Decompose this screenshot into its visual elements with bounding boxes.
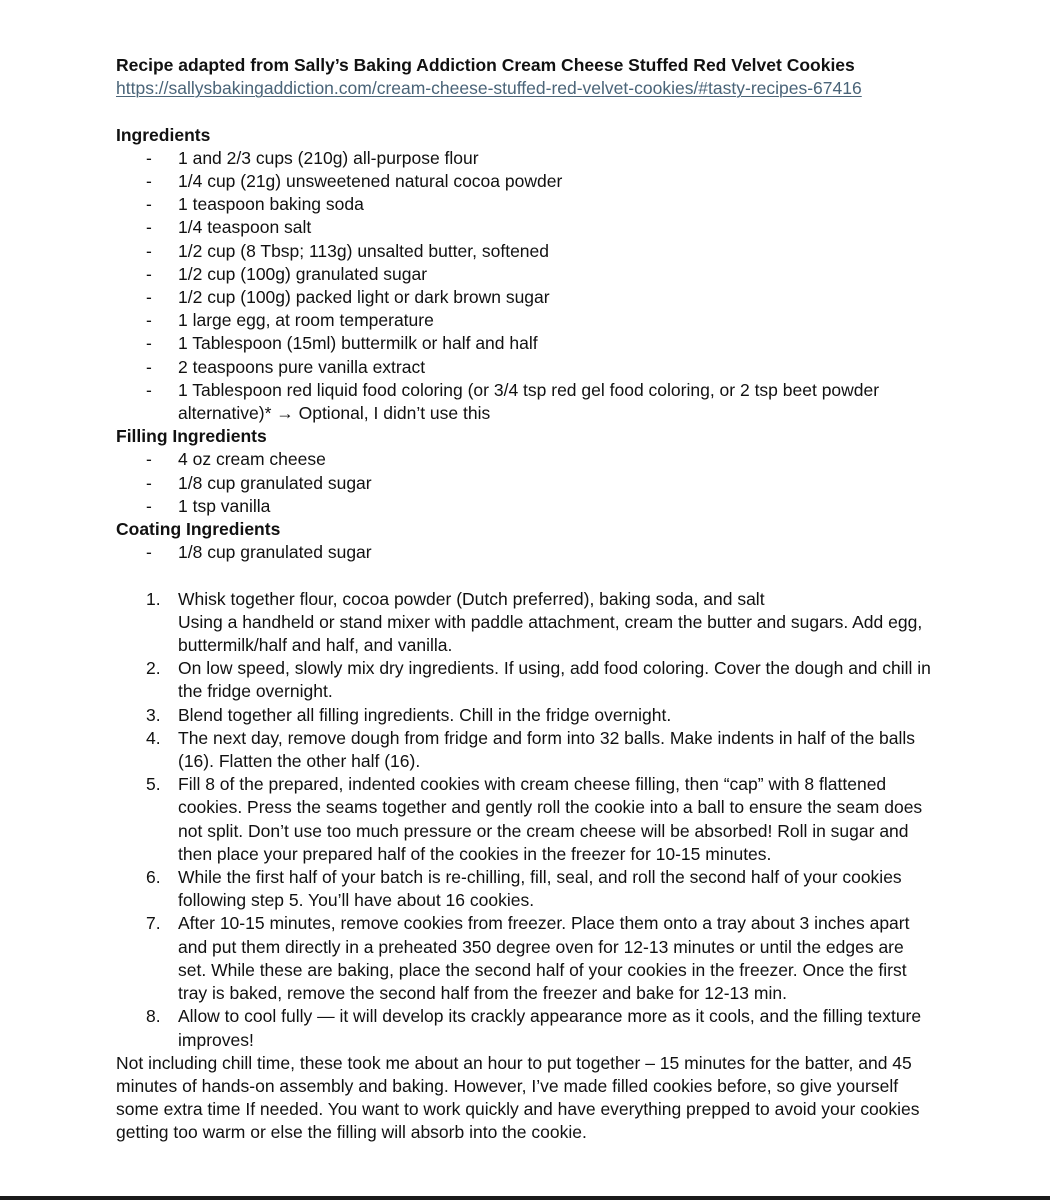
instruction-step: 1. Whisk together flour, cocoa powder (Dutch preferred), baking soda, and salt Using a handheld or stand mixer with paddle attachment, cream the butter and sugars. Add egg, buttermilk/half and half, and vanilla. [146,588,923,656]
instruction-step: 2. On low speed, slowly mix dry ingredients. If using, add food coloring. Cover the dough and chill in the fridge overnight. [146,658,931,702]
step-number: 8. [146,1006,161,1027]
dash-bullet: - [146,542,152,563]
source-link[interactable]: https://sallysbakingaddiction.com/cream-cheese-stuffed-red-velvet-cookies/#tasty-recipes-67416 [116,78,862,99]
page-bottom-border [0,1196,1050,1200]
dash-bullet: - [146,449,152,470]
ingredients-heading: Ingredients [116,124,211,145]
filling-list [116,448,936,518]
list-item: - 1/4 cup (21g) unsweetened natural cocoa powder [116,170,936,193]
document-content [116,54,936,1145]
dash-bullet: - [146,147,152,168]
step-continuation: Using a handheld or stand mixer with paddle attachment, cream the butter and sugars. Add egg, buttermilk/half and half, and vanilla. [178,611,923,656]
closing-paragraph: Not including chill time, these took me about an hour to put together – 15 minutes for the batter, and 45 minutes of hands-on assembly and baking. However, I’ve made filled cookies before, so give yourself some extra time If needed. You want to work quickly and have everything prepped to avoid your cookies getting too warm or else the filling will absorb into the cookie. [116,1052,920,1143]
list-item: - 1 tsp vanilla [116,495,936,518]
dash-bullet: - [146,356,152,377]
list-item: - 1/2 cup (8 Tbsp; 113g) unsalted butter, softened [116,240,936,263]
dash-bullet: - [146,240,152,261]
recipe-title: Recipe adapted from Sally’s Baking Addiction Cream Cheese Stuffed Red Velvet Cookies [116,55,855,75]
blank-line [116,564,936,587]
instruction-step: 6. While the first half of your batch is re-chilling, fill, seal, and roll the second half of your cookies following step 5. You’ll have about 16 cookies. [146,867,902,911]
list-item: - 1 and 2/3 cups (210g) all-purpose flour [116,147,936,170]
dash-bullet: - [146,263,152,284]
dash-bullet: - [146,379,152,400]
list-item: - 1/2 cup (100g) packed light or dark brown sugar [116,286,936,309]
coating-heading: Coating Ingredients [116,519,281,540]
list-item: - 1/4 teaspoon salt [116,216,936,239]
step-number: 4. [146,727,161,748]
instructions-list [116,588,936,1052]
dash-bullet: - [146,171,152,191]
list-item: - 1 teaspoon baking soda [116,193,936,216]
step-number: 5. [146,774,161,795]
dash-bullet: - [146,472,152,493]
step-number: 6. [146,867,161,888]
list-item: - 1 Tablespoon red liquid food coloring (or 3/4 tsp red gel food coloring, or 2 tsp beet powder alternative)* → Optional, I didn’t use this [146,379,880,424]
instruction-step: 4. The next day, remove dough from fridge and form into 32 balls. Make indents in half of the balls (16). Flatten the other half (16). [146,727,916,772]
dash-bullet: - [146,217,152,238]
list-item: - 2 teaspoons pure vanilla extract [116,356,936,379]
instruction-step: 5. Fill 8 of the prepared, indented cookies with cream cheese filling, then “cap” with 8 flattened cookies. Press the seams together and gently roll the cookie into a ball to ensure the seam does not split. Don’t use too much pressure or the cream cheese will be absorbed! Roll in sugar and then place your prepared half of the cookies in the freezer for 10-15 minutes. [146,774,923,864]
coating-list [116,541,936,564]
instruction-step: 7. After 10-15 minutes, remove cookies from freezer. Place them onto a tray about 3 inches apart and put them directly in a preheated 350 degree oven for 12-13 minutes or until the edges are set. While these are baking, place the second half of your cookies in the freezer. Once the first tray is baked, remove the second half from the freezer and bake for 12-13 min. [146,913,910,1004]
list-item: - 1/2 cup (100g) granulated sugar [116,263,936,286]
ingredients-list [116,147,936,425]
dash-bullet: - [146,495,152,516]
list-item: - 4 oz cream cheese [116,448,936,471]
dash-bullet: - [146,287,152,308]
blank-line [116,100,936,123]
list-item: - 1/8 cup granulated sugar [116,541,936,564]
step-number: 7. [146,913,161,934]
dash-bullet: - [146,310,152,331]
step-number: 1. [146,588,161,609]
instruction-step: 8. Allow to cool fully — it will develop its crackly appearance more as it cools, and the filling texture improves! [146,1006,922,1050]
list-item: - 1 Tablespoon (15ml) buttermilk or half and half [116,332,936,355]
step-number: 2. [146,658,161,679]
filling-heading: Filling Ingredients [116,426,267,447]
dash-bullet: - [146,333,152,354]
dash-bullet: - [146,194,152,215]
step-number: 3. [146,704,161,725]
list-item: - 1 large egg, at room temperature [116,309,936,332]
list-item: - 1/8 cup granulated sugar [116,472,936,495]
instruction-step: 3. Blend together all filling ingredients. Chill in the fridge overnight. [116,704,936,727]
